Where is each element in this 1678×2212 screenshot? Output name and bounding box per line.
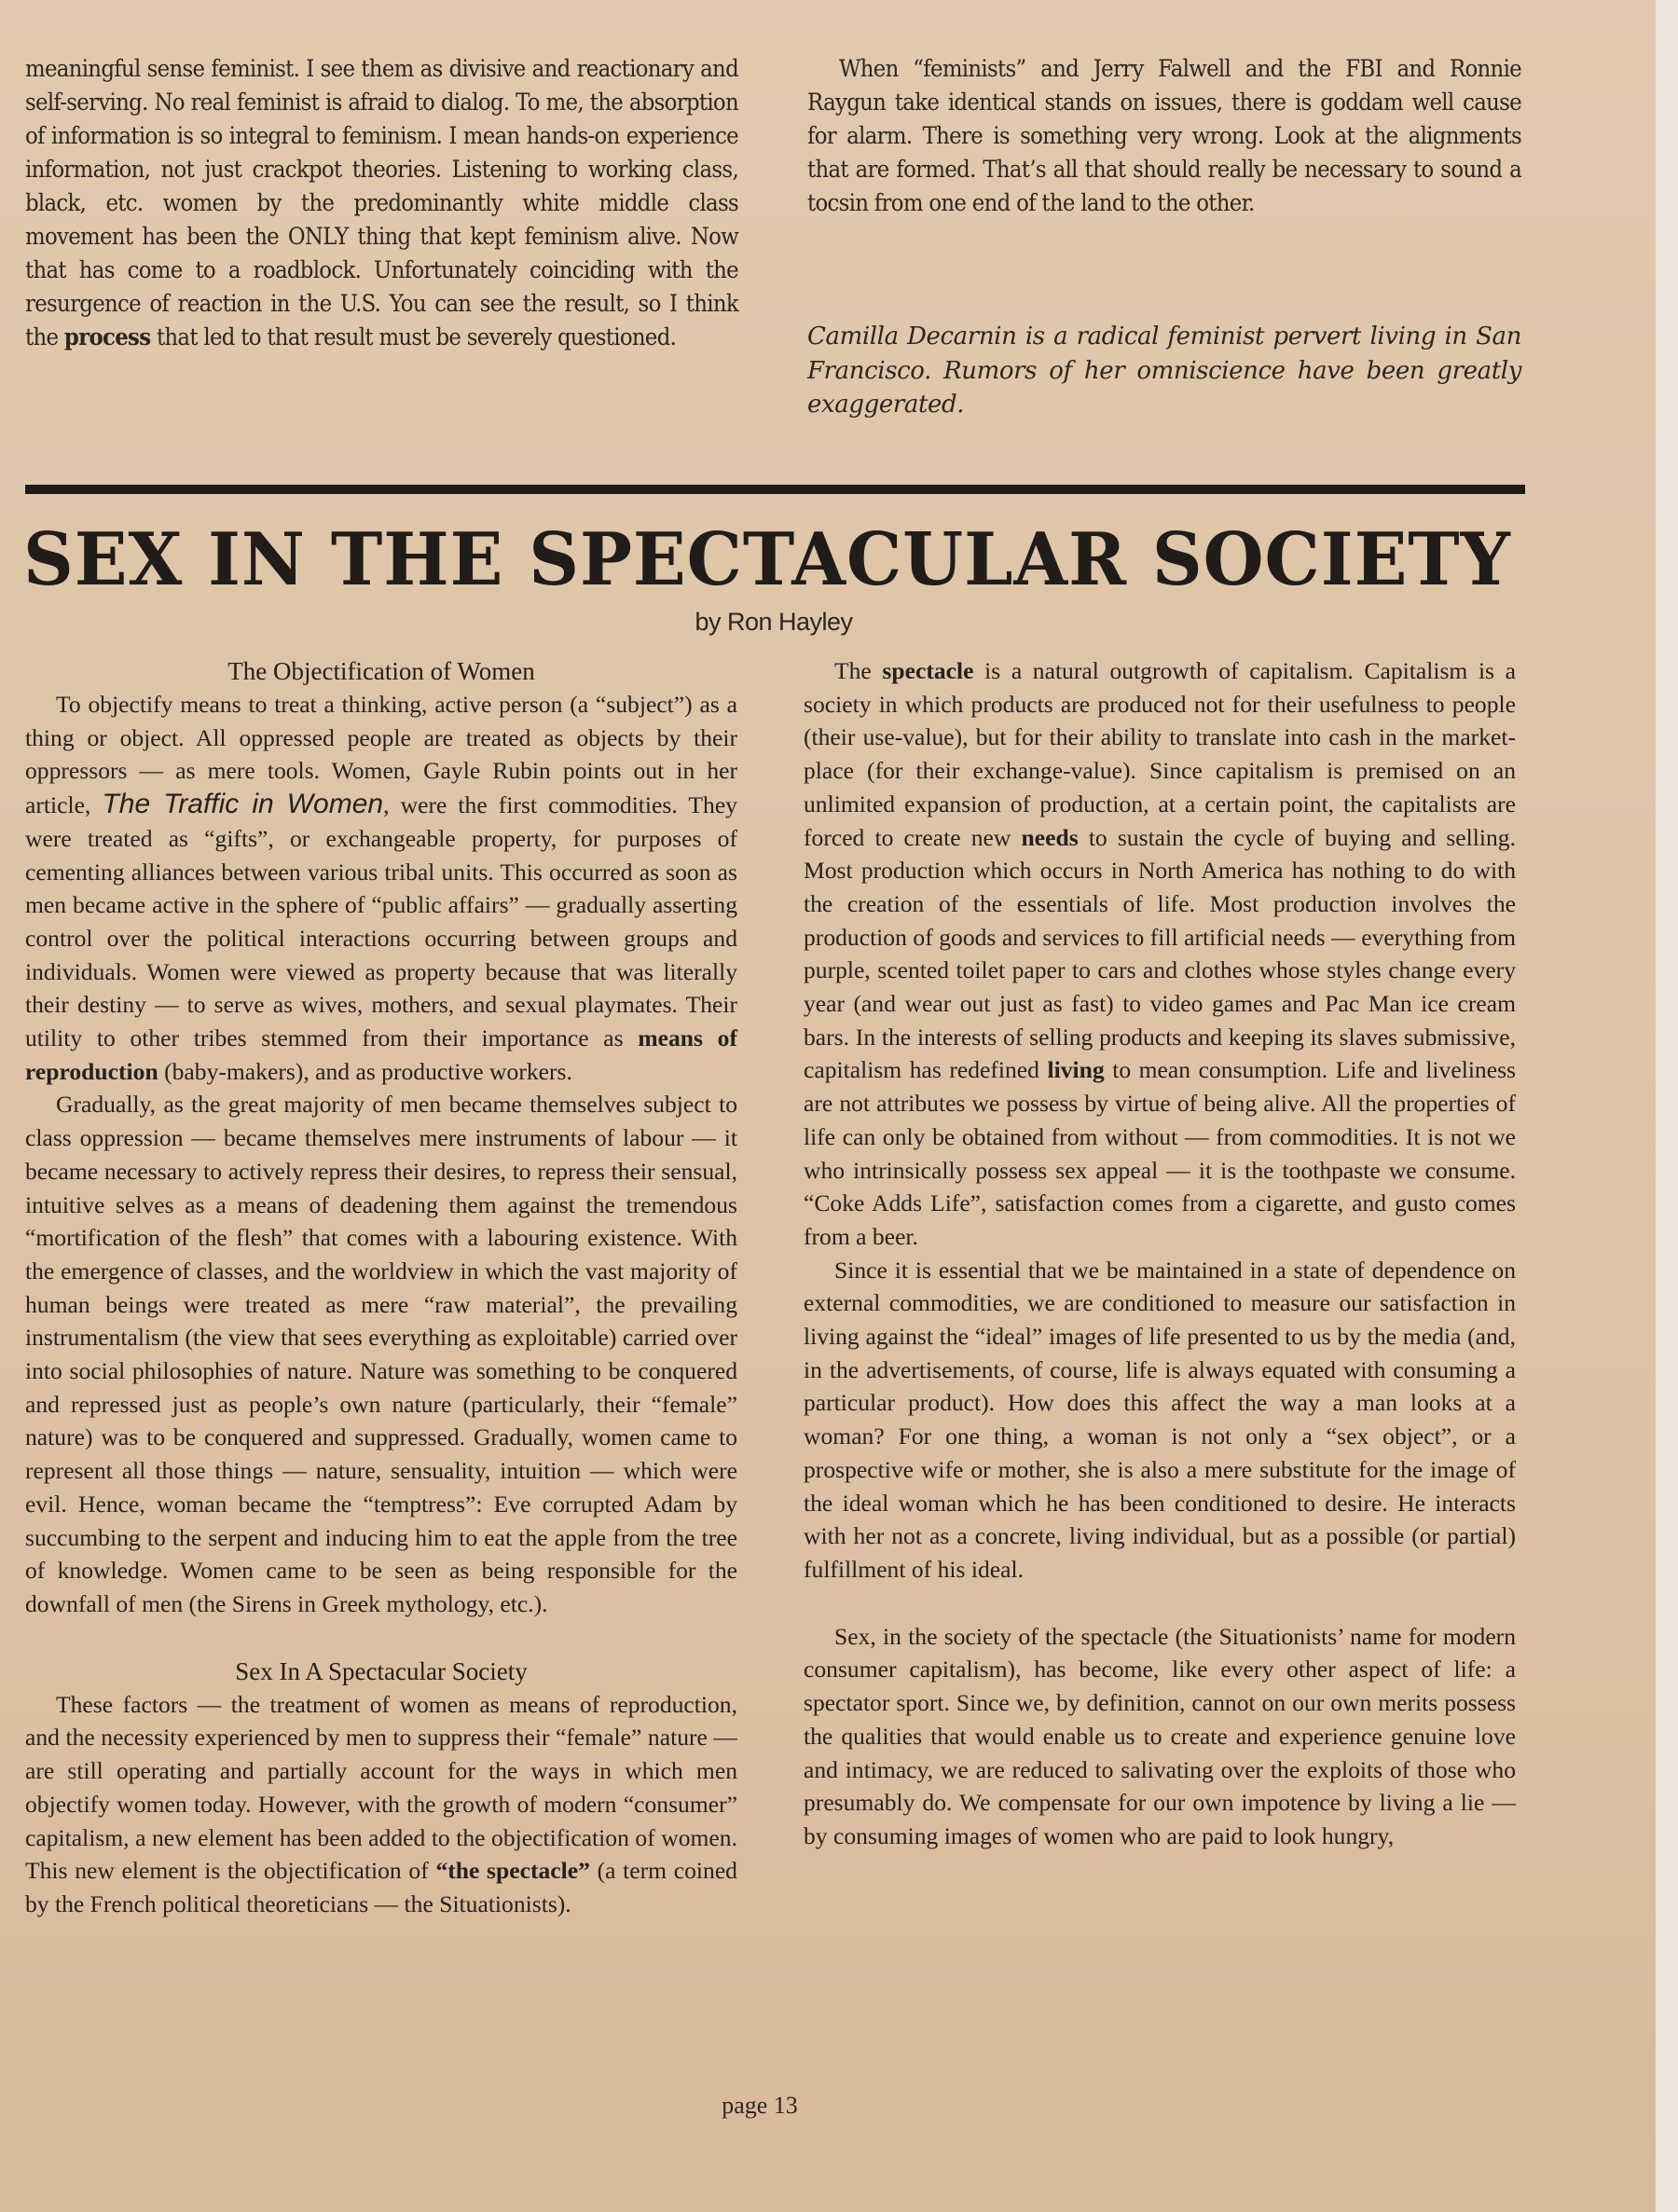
previous-article-closing-paragraph: When “feminists” and Jerry Falwell and the FBI and Ronnie Raygun take identical stands on issues, there is goddam well cause for alarm. There is something very wrong. Look at the alignments that are formed. That’s all that should really be necessary to sound a tocsin from one end of the land to the other. [807,54,1521,216]
emphasis-text: means of reproduction [25,1024,738,1085]
paragraph-text: (baby-makers), and as productive workers. [164,1057,572,1085]
article-left-column [25,654,737,1921]
paragraph-text: is a natural outgrowth of capitalism. Capitalism is a society in which products are produced not for their usefulness to people (their use-value), but for their ability to translate into cash in the market-place (for their exchange-value). Since capitalism is premised on an unlimited expansion of production, at a certain point, the capitalists are forced to create new [804,657,1516,851]
paragraph-text: to mean consumption. Life and liveliness are not attributes we possess by virtue of being alive. All the properties of life can only be obtained from without — from commodities. It is not we who intrinsically possess sex appeal — it is the toothpaste we consume. “Coke Adds Life”, satisfaction comes from a cigarette, and gusto comes from a beer. [804,1056,1517,1250]
paragraph-text: meaningful sense feminist. I see them as divisive and reactionary and self-serving. No real feminist is afraid to dialog. To me, the absorption of information is so integral to feminism. I mean hands-on experience information, not just crackpot theories. Listening to working class, black, etc. women by the predominantly white middle class movement has been the ONLY thing that kept feminism alive. Now that has come to a roadblock. Unfortunately coinciding with the resurgence of reaction in the U.S. You can see the result, so I think the [25,54,738,350]
article-paragraph: Gradually, as the great majority of men became themselves subject to class oppression — became themselves mere instruments of labour — it became necessary to actively repress their desires, to repress their sensual, intuitive selves as a means of deadening them against the tremendous “mortification of the flesh” that comes with a labouring existence. With the emergence of classes, and the worldview in which the vast majority of human beings were treated as mere “raw material”, the prevailing instrumentalism (the view that sees everything as exploitable) carried over into social philosophies of nature. Nature was something to be conquered and repressed just as people’s own nature (particularly, their “female” nature) was to be conquered and suppressed. Gradually, women came to represent all those things — nature, sensuality, intuition — which were evil. Hence, woman became the “temptress”: Eve corrupted Adam by succumbing to the serpent and inducing him to eat the apple from the tree of knowledge. Women came to be seen as being responsible for the downfall of men (the Sirens in Greek mythology, etc.). [25,1091,737,1617]
page-number: page 13 [722,2092,798,2119]
cited-title: The Traffic in Women [102,789,384,820]
paragraph-text: To objectify means to treat a thinking, active person (a “subject”) as a thing or object. All oppressed people are treated as objects by their oppressors — as mere tools. Women, Gayle Rubin points out in her article, [25,691,737,819]
spacer [804,1587,1516,1620]
paragraph-text: (a term coined by the French political theoreticians — the Situationists). [25,1857,737,1917]
previous-article-paragraph [25,51,738,353]
section-divider-rule [25,485,1525,494]
article-headline: SEX IN THE SPECTACULAR SOCIETY [23,517,1511,602]
emphasis-text: needs [1021,823,1079,851]
article-byline: by Ron Hayley [695,608,853,636]
paragraph-text: that led to that result must be severely questioned. [156,323,677,350]
article-paragraph [804,654,1516,1254]
spacer [25,1621,737,1655]
emphasis-text: “the spectacle” [435,1857,590,1885]
paragraph-text: to sustain the cycle of buying and selling. Most production which occurs in North America has nothing to do with the creation of the essentials of life. Most production involves the production of goods and services to fill artificial needs — everything from purple, scented toilet paper to cars and clothes whose styles change every year (and wear out just as fast) to video games and Pac Man ice cream bars. In the interests of selling products and keeping its slaves submissive, capitalism has redefined [804,823,1516,1084]
section-heading: Sex In A Spectacular Society [235,1656,528,1685]
scan-background-edge [1656,0,1678,2212]
article-paragraph: Since it is essential that we be maintained in a state of dependence on external commodities, we are conditioned to measure our satisfaction in living against the “ideal” images of life presented to us by the media (and, in the advertisements, of course, life is always equated with consuming a particular product). How does this affect the way a man looks at a woman? For one thing, a woman is not only a “sex object”, or a prospective wife or mother, she is also a mere substitute for the image of the ideal woman which he has been conditioned to desire. He interacts with her not as a concrete, living individual, but as a possible (or partial) fulfillment of his ideal. [804,1256,1516,1583]
paragraph-text: , were the first commodities. They were treated as “gifts”, or exchangeable property, for purposes of cementing alliances between various tribal units. This occurred as soon as men became active in the sphere of “public affairs” — gradually asserting control over the political interactions occurring between groups and individuals. Women were viewed as property because that was literally their destiny — to serve as wives, mothers, and sexual playmates. Their utility to other tribes stemmed from their importance as [25,791,737,1052]
article-paragraph [25,1688,737,1921]
emphasis-text: process [63,323,151,350]
emphasis-text: spectacle [882,657,974,684]
author-bio: Camilla Decarnin is a radical feminist pervert living in San Francisco. Rumors of her omniscience have been greatly exaggerated. [807,323,1521,419]
paragraph-text: The [834,657,872,684]
section-heading: The Objectification of Women [227,657,535,685]
article-paragraph [25,688,737,1088]
previous-article-right-column [807,51,1521,422]
paragraph-text: These factors — the treatment of women as means of reproduction, and the necessity experienced by men to suppress their “female” nature — are still operating and partially account for the ways in which men objectify women today. However, with the growth of modern “consumer” capitalism, a new element has been added to the objectification of women. This new element is the objectification of [25,1690,737,1885]
emphasis-text: living [1047,1056,1105,1084]
article-paragraph: Sex, in the society of the spectacle (the Situationists’ name for modern consumer capitalism), has become, like every other aspect of life: a spectator sport. Since we, by definition, cannot on our own merits possess the qualities that would enable us to create and experience genuine love and intimacy, we are reduced to salivating over the exploits of those who presumably do. We compensate for our own impotence by living a lie — by consuming images of women who are paid to look hungry, [804,1622,1516,1849]
article-right-column [804,654,1516,1853]
previous-article-left-column [25,51,738,353]
